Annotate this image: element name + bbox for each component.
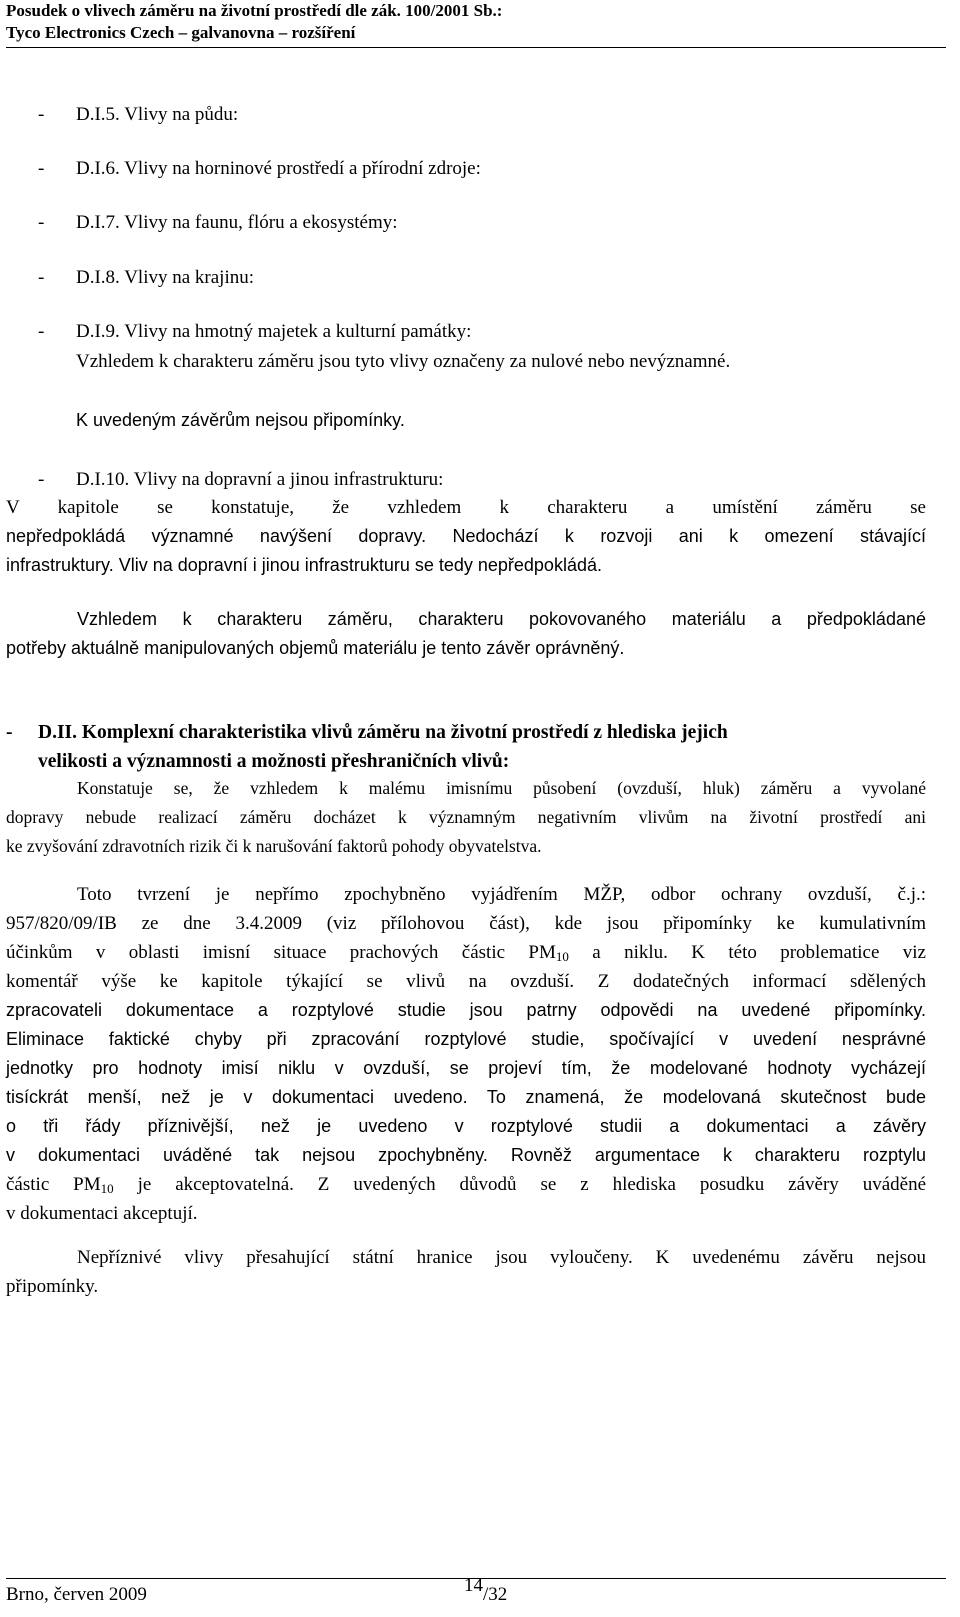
- paragraph-line: Vzhledem k charakteru záměru, charakteru pokovovaného materiálu a předpokládané: [77, 609, 926, 629]
- section-d110-body: [6, 493, 926, 580]
- paragraph-line: 957/820/09/IB ze dne 3.4.2009 (viz přílohovou část), kde jsou připomínky ke kumulativním: [6, 913, 926, 934]
- section-d18: [38, 266, 254, 290]
- page-number: [464, 1575, 508, 1605]
- section-d2-heading: [6, 718, 926, 776]
- paragraph-line: V kapitole se konstatuje, že vzhledem k charakteru a umístění záměru se: [6, 497, 926, 518]
- section-d110: [38, 468, 443, 492]
- header-title: Posudek o vlivech záměru na životní prostředí dle zák. 100/2001 Sb.:: [6, 1, 503, 20]
- section-d2-body: [6, 773, 926, 860]
- section-heading: D.I.5. Vlivy na půdu:: [76, 104, 239, 125]
- section-heading: D.I.7. Vlivy na faunu, flóru a ekosystémy:: [76, 212, 398, 233]
- paragraph-line: v dokumentaci akceptují.: [6, 1203, 198, 1224]
- paragraph-final: [6, 1243, 926, 1301]
- section-d19-text: Vzhledem k charakteru záměru jsou tyto vlivy označeny za nulové nebo nevýznamné.: [76, 351, 731, 372]
- paragraph-line: nepředpokládá významné navýšení dopravy. Nedochází k rozvoji ani k omezení stávající: [6, 526, 926, 546]
- paragraph-line: účinkům v oblasti imisní situace prachových částic $PM_{10}$ a niklu. K této problematice viz: [6, 942, 926, 964]
- page-total: /32: [483, 1584, 508, 1605]
- paragraph-line: připomínky.: [6, 1276, 99, 1297]
- bullet-dash: -: [38, 212, 45, 233]
- heading-line: - D.II. Komplexní charakteristika vlivů záměru na životní prostředí z hlediska jejich: [6, 722, 728, 743]
- paragraph-line: Toto tvrzení je nepřímo zpochybněno vyjádřením MŽP, odbor ochrany ovzduší, č.j.:: [77, 884, 926, 905]
- section-heading: D.I.10. Vlivy na dopravní a jinou infrastrukturu:: [76, 469, 444, 490]
- paragraph-line: ke zvyšování zdravotních rizik či k narušování faktorů pohody obyvatelstva.: [6, 836, 542, 856]
- bullet-dash: -: [38, 158, 45, 179]
- bullet-dash: -: [38, 104, 45, 125]
- bullet-dash: -: [38, 267, 45, 288]
- paragraph-mzp: [6, 880, 926, 1228]
- heading-line: velikosti a významnosti a možnosti přeshraničních vlivů:: [38, 751, 510, 772]
- paragraph-line: Eliminace faktické chyby při zpracování rozptylové studie, spočívající v uvedení nesprávné: [6, 1029, 926, 1049]
- page-header: [6, 0, 946, 44]
- footer-place-date: Brno, červen 2009: [6, 1584, 147, 1605]
- paragraph-line: zpracovateli dokumentace a rozptylové studie jsou patrny odpovědi na uvedené připomínky.: [6, 1000, 926, 1020]
- paragraph-line: komentář výše ke kapitole týkající se vlivů na ovzduší. Z dodatečných informací sdělených: [6, 971, 926, 992]
- header-divider: [6, 47, 946, 48]
- section-heading: D.I.6. Vlivy na horninové prostředí a přírodní zdroje:: [76, 158, 481, 179]
- header-subtitle: Tyco Electronics Czech – galvanovna – rozšíření: [6, 23, 356, 42]
- section-heading: D.I.8. Vlivy na krajinu:: [76, 267, 255, 288]
- paragraph-line: o tři řády příznivější, než je uvedeno v rozptylové studii a dokumentaci a závěry: [6, 1116, 926, 1136]
- paragraph-line: Konstatuje se, že vzhledem k malému imisnímu působení (ovzduší, hluk) záměru a vyvolané: [77, 778, 926, 798]
- section-d17: [38, 211, 398, 235]
- paragraph-line: tisíckrát menší, než je v dokumentaci uvedeno. To znamená, že modelovaná skutečnost bude: [6, 1087, 926, 1107]
- bullet-dash: -: [38, 321, 45, 342]
- paragraph-line: infrastruktury. Vliv na dopravní i jinou infrastrukturu se tedy nepředpokládá.: [6, 555, 602, 575]
- section-d16: [38, 157, 481, 181]
- paragraph-line: částic $PM_{10}$ je akceptovatelná. Z uvedených důvodů se z hlediska posudku závěry uváděné: [6, 1174, 926, 1196]
- paragraph-material: [6, 605, 926, 663]
- section-d15: [38, 103, 238, 127]
- section-d19: [38, 320, 471, 344]
- section-heading: D.I.9. Vlivy na hmotný majetek a kulturní památky:: [76, 321, 472, 342]
- paragraph-line: dopravy nebude realizací záměru docházet k významným negativním vlivům na životní prostředí ani: [6, 807, 926, 827]
- paragraph-line: jednotky pro hodnoty imisí niklu v ovzduší, se projeví tím, že modelované hodnoty vycházejí: [6, 1058, 926, 1078]
- paragraph-line: potřeby aktuálně manipulovaných objemů materiálu je tento závěr oprávněný.: [6, 638, 625, 658]
- page-current: 14: [464, 1575, 483, 1596]
- paragraph-line: Nepříznivé vlivy přesahující státní hranice jsou vyloučeny. K uvedenému závěru nejsou: [77, 1247, 926, 1268]
- paragraph-line: v dokumentaci uváděné tak nejsou zpochybněny. Rovněž argumentace k charakteru rozptylu: [6, 1145, 926, 1165]
- bullet-dash: -: [38, 469, 45, 490]
- section-d19-comment: K uvedeným závěrům nejsou připomínky.: [76, 410, 405, 430]
